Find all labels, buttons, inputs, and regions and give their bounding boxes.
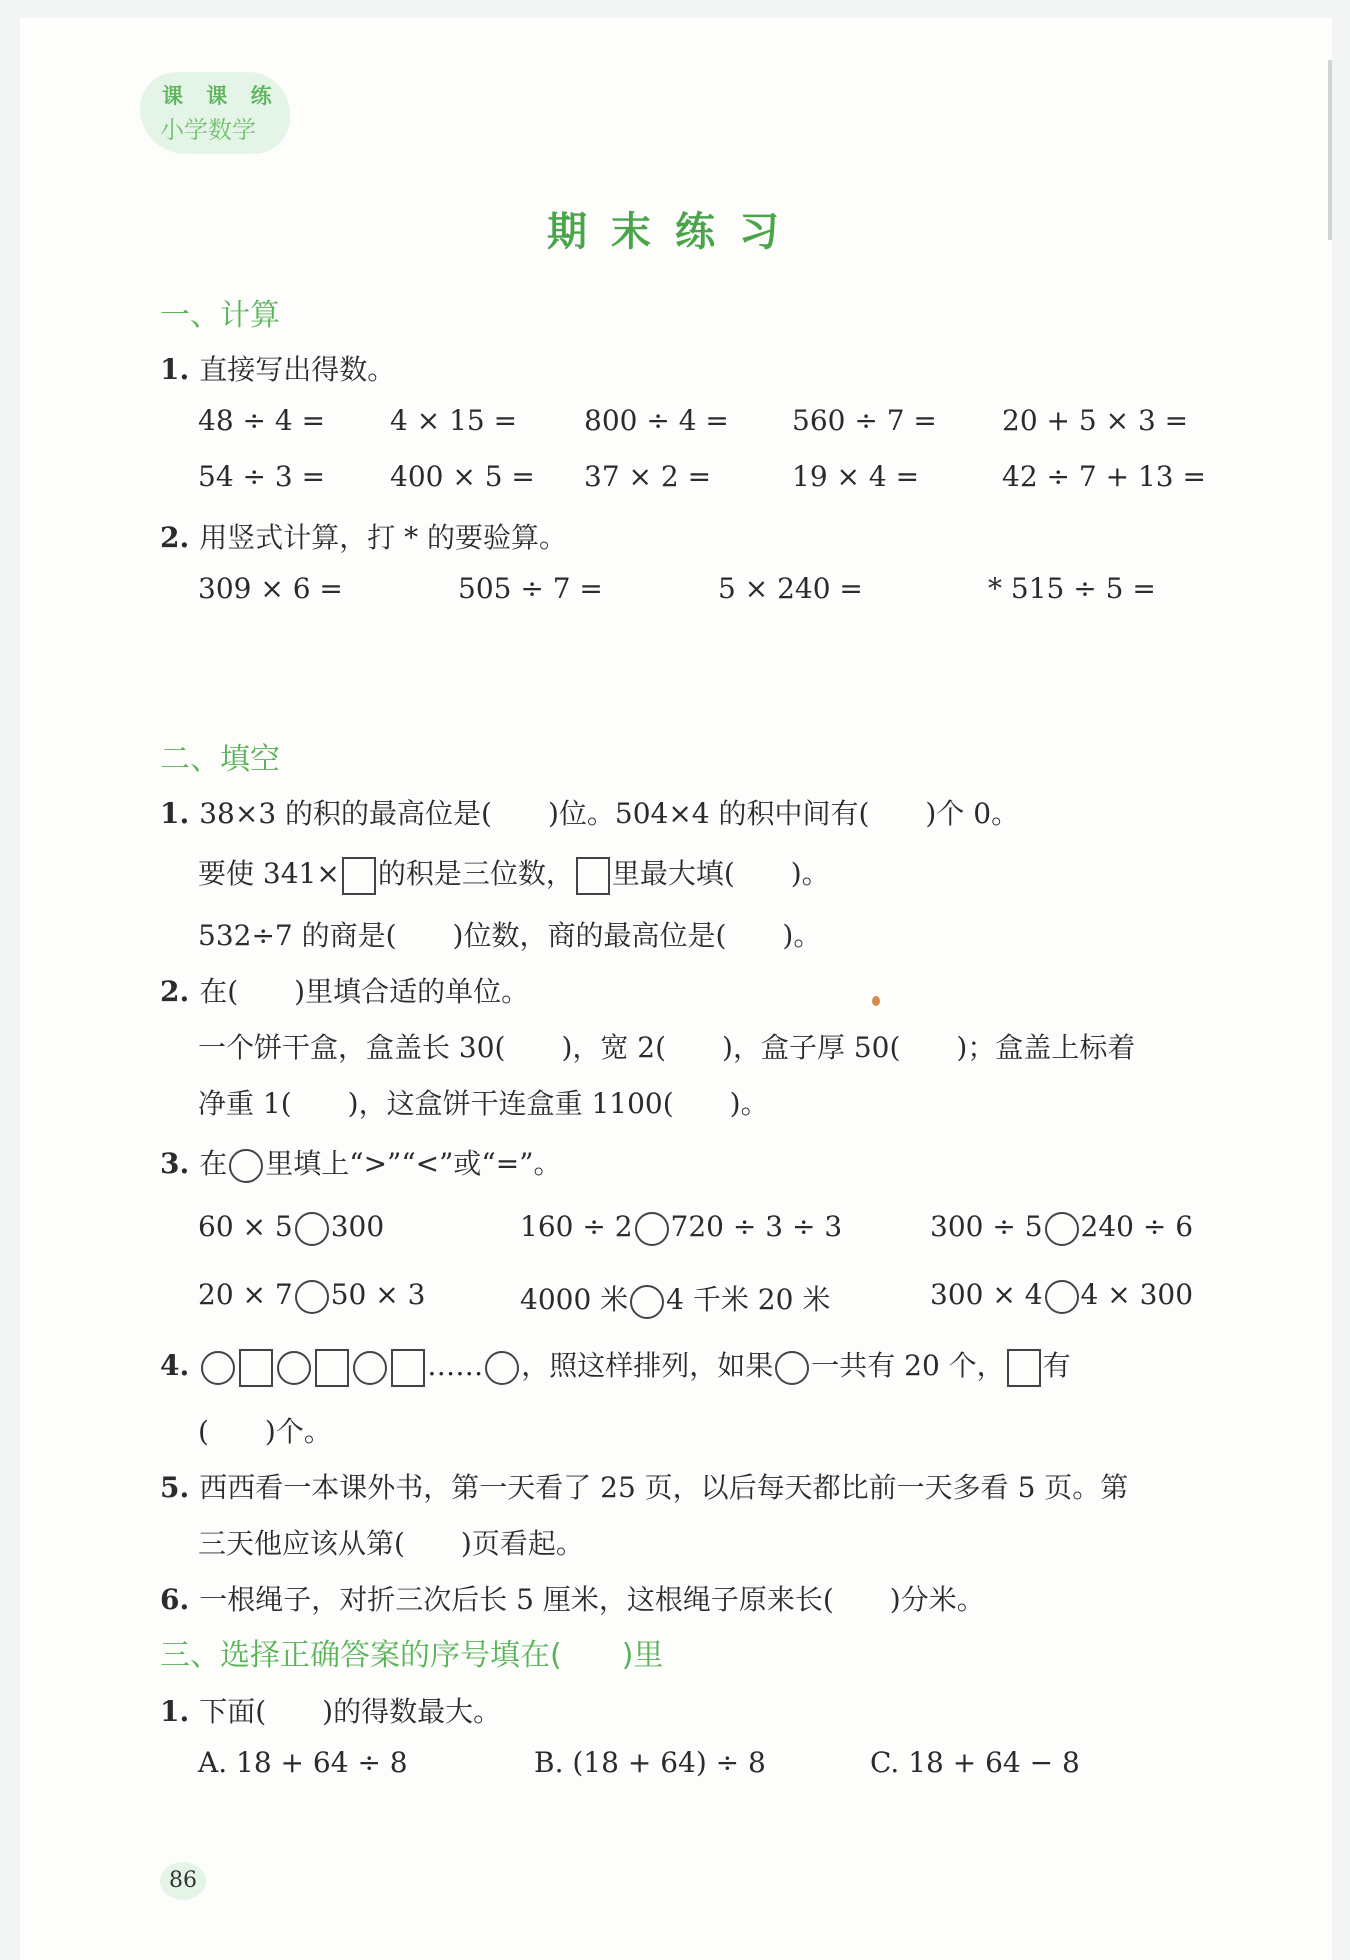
compare-circle[interactable] (630, 1285, 664, 1319)
question-number: 5. (160, 1471, 190, 1504)
question-text: 用竖式计算，打 * 的要验算。 (199, 521, 568, 554)
text-fragment: ，照这样排列，如果 (521, 1349, 774, 1382)
compare-right: 50 × 3 (330, 1278, 426, 1311)
question-number: 3. (160, 1147, 190, 1180)
question-number: 1. (160, 797, 190, 830)
calc-item: 560 ÷ 7 = (792, 404, 937, 437)
compare-right: 720 ÷ 3 ÷ 3 (670, 1210, 843, 1243)
compare-circle[interactable] (295, 1280, 329, 1314)
question-text: 下面( )的得数最大。 (199, 1695, 502, 1728)
compare-right: 300 (330, 1210, 385, 1243)
ink-speck (872, 996, 880, 1006)
question-number: 1. (160, 353, 190, 386)
compare-left: 300 × 4 (930, 1278, 1043, 1311)
pattern-square (1007, 1349, 1041, 1387)
question-number: 6. (160, 1583, 190, 1616)
circle-blank[interactable] (229, 1149, 263, 1183)
pattern-circle (353, 1351, 387, 1385)
question-line: 净重 1( )，这盒饼干连盒重 1100( )。 (198, 1087, 769, 1120)
text-fragment: 有 (1042, 1349, 1071, 1382)
pattern-circle (201, 1351, 235, 1385)
section-heading-1: 一、计算 (160, 298, 280, 333)
text-fragment: 里最大填( )。 (611, 857, 830, 890)
text-fragment: 要使 341× (198, 857, 340, 890)
question-2-5 (160, 1466, 1128, 1506)
compare-right: 4 × 300 (1080, 1278, 1194, 1311)
section-heading-3: 三、选择正确答案的序号填在( )里 (160, 1638, 664, 1673)
calc-item: 20 + 5 × 3 = (1002, 404, 1189, 437)
calc-item: * 515 ÷ 5 = (988, 572, 1156, 605)
compare-item (198, 1210, 384, 1246)
calc-item: 54 ÷ 3 = (198, 460, 326, 493)
calc-item: 400 × 5 = (390, 460, 535, 493)
compare-right: 240 ÷ 6 (1080, 1210, 1194, 1243)
question-1-1 (160, 348, 395, 388)
calc-item: 19 × 4 = (792, 460, 920, 493)
calc-item: 800 ÷ 4 = (584, 404, 729, 437)
question-number: 2. (160, 521, 190, 554)
question-text: 在( )里填合适的单位。 (199, 975, 530, 1008)
text-fragment: 一共有 20 个， (811, 1349, 1005, 1382)
brand-top: 课 课 练 (162, 84, 280, 108)
page-number: 86 (160, 1862, 206, 1900)
page-title: 期末练习 (547, 209, 803, 255)
text-fragment: 在 (199, 1147, 228, 1180)
pattern-square (239, 1349, 273, 1387)
calc-item: 4 × 15 = (390, 404, 518, 437)
brand-logo (140, 72, 290, 154)
calc-item: 42 ÷ 7 + 13 = (1002, 460, 1206, 493)
text-fragment: 的积是三位数， (377, 857, 574, 890)
question-line: 532÷7 的商是( )位数，商的最高位是( )。 (198, 919, 822, 952)
calc-item: 37 × 2 = (584, 460, 712, 493)
compare-left: 300 ÷ 5 (930, 1210, 1043, 1243)
compare-left: 4000 米 (520, 1283, 629, 1316)
compare-left: 160 ÷ 2 (520, 1210, 633, 1243)
question-2-6 (160, 1578, 985, 1618)
compare-circle[interactable] (1045, 1280, 1079, 1314)
question-text: 西西看一本课外书，第一天看了 25 页，以后每天都比前一天多看 5 页。第 (199, 1471, 1129, 1504)
question-1-2 (160, 516, 567, 556)
question-2-3 (160, 1142, 562, 1183)
question-2-1 (160, 792, 1019, 832)
pattern-square (315, 1349, 349, 1387)
question-number: 2. (160, 975, 190, 1008)
question-2-4 (160, 1344, 1071, 1387)
calc-item: 5 × 240 = (718, 572, 863, 605)
compare-left: 20 × 7 (198, 1278, 293, 1311)
pattern-circle (775, 1351, 809, 1385)
text-fragment: 里填上“>”“<”或“=”。 (265, 1147, 562, 1180)
question-line: 一个饼干盒，盒盖长 30( )，宽 2( )，盒子厚 50( )；盒盖上标着 (198, 1031, 1136, 1064)
pattern-square (391, 1349, 425, 1387)
question-line (198, 852, 830, 895)
question-line: ( )个。 (198, 1415, 332, 1448)
calc-item: 48 ÷ 4 = (198, 404, 326, 437)
compare-right: 4 千米 20 米 (666, 1283, 831, 1316)
page-edge-right (1332, 0, 1350, 1960)
compare-left: 60 × 5 (198, 1210, 293, 1243)
compare-circle[interactable] (295, 1212, 329, 1246)
brand-bottom: 小学数学 (160, 116, 256, 144)
compare-item (198, 1278, 425, 1314)
pattern-circle (277, 1351, 311, 1385)
question-number: 1. (160, 1695, 190, 1728)
question-2-2 (160, 970, 529, 1010)
calc-item: 505 ÷ 7 = (458, 572, 603, 605)
question-line: 三天他应该从第( )页看起。 (198, 1527, 584, 1560)
compare-item (930, 1278, 1193, 1314)
question-3-1 (160, 1690, 501, 1730)
section-heading-2: 二、填空 (160, 742, 280, 777)
question-text: 38×3 的积的最高位是( )位。504×4 的积中间有( )个 0。 (199, 797, 1020, 830)
calc-item: 309 × 6 = (198, 572, 343, 605)
answer-box[interactable] (576, 857, 610, 895)
question-text: 一根绳子，对折三次后长 5 厘米，这根绳子原来长( )分米。 (199, 1583, 985, 1616)
compare-item (520, 1278, 830, 1319)
option-c: C. 18 + 64 − 8 (870, 1746, 1080, 1779)
ellipsis: …… (427, 1349, 484, 1382)
page-edge-left (0, 0, 20, 1960)
answer-box[interactable] (342, 857, 376, 895)
compare-circle[interactable] (635, 1212, 669, 1246)
compare-item (930, 1210, 1193, 1246)
question-text: 直接写出得数。 (199, 353, 396, 386)
option-b: B. (18 + 64) ÷ 8 (534, 1746, 766, 1779)
compare-item (520, 1210, 842, 1246)
page-edge-top (0, 0, 1350, 18)
question-number: 4. (160, 1349, 190, 1382)
pattern-circle (485, 1351, 519, 1385)
compare-circle[interactable] (1045, 1212, 1079, 1246)
option-a: A. 18 + 64 ÷ 8 (198, 1746, 408, 1779)
